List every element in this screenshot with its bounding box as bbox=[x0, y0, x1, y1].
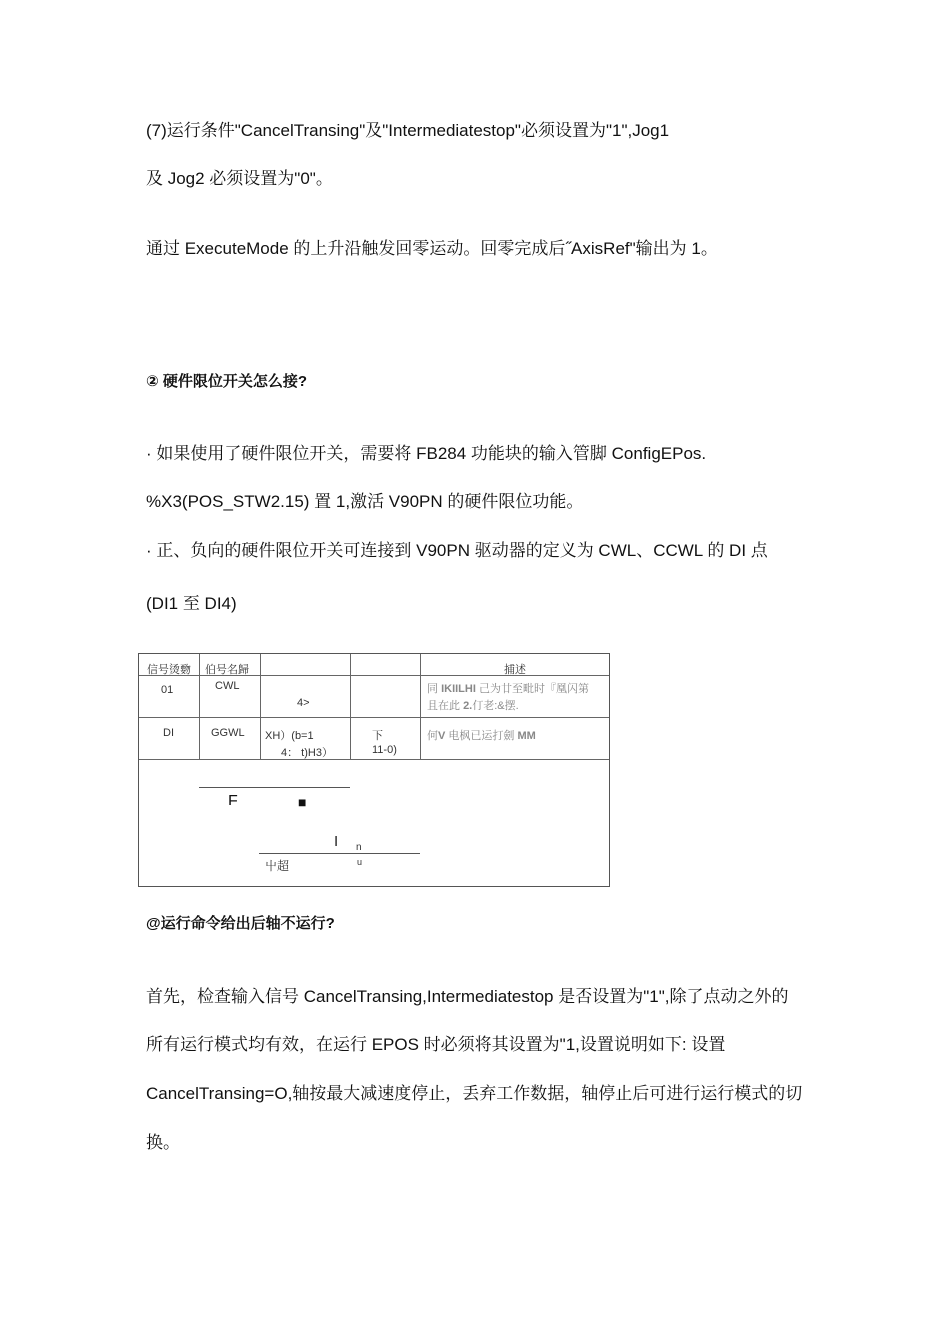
row2-signal-name: GGWL bbox=[211, 727, 245, 739]
row2-col4-line2: 11-0) bbox=[372, 744, 397, 756]
header-description: 捕述 bbox=[504, 664, 526, 676]
heading-axis-not-running: @运行命令给出后轴不运行? bbox=[146, 915, 335, 932]
diagram-line-top bbox=[199, 787, 350, 788]
header-signal-name: 伯号名歸 bbox=[205, 664, 249, 676]
paragraph-homing: 通过 ExecuteMode 的上升沿触发回零运动。回零完成后˝AxisRef"输出为 1。 bbox=[146, 239, 718, 258]
paragraph-epos: 所有运行模式均有效，在运行 EPOS 时必须将其设置为"1,设置说明如下: 设置 bbox=[146, 1035, 726, 1054]
heading-limit-switch: ② 硬件限位开关怎么接? bbox=[146, 373, 308, 390]
paragraph-cancel: CancelTransing=O,轴按最大减速度停止，丢弃工作数据，轴停止后可进行运行模式的切 bbox=[146, 1084, 803, 1103]
row2-setting-line2: 4： t)H3） bbox=[281, 747, 333, 759]
row1-setting: 4> bbox=[297, 697, 310, 709]
diagram-line-bottom bbox=[259, 853, 420, 854]
paragraph-condition: (7)运行条件"CancelTransing"及"Intermediatestop"必须设置为"1",Jog1 bbox=[146, 121, 670, 140]
row1-description-line2: 且在此 2.仃老:&摆. bbox=[427, 700, 519, 712]
bullet-limit-1-cont: %X3(POS_STW2.15) 置 1,激活 V90PN 的硬件限位功能。 bbox=[146, 492, 584, 511]
diagram-glyph-u: u bbox=[357, 857, 363, 867]
header-signal-no: 信号烫覅 bbox=[147, 664, 191, 676]
diagram-glyph-n: n bbox=[356, 842, 362, 853]
diagram-label: 屮超 bbox=[265, 859, 290, 873]
bullet-limit-2-cont: (DI1 至 DI4) bbox=[146, 594, 237, 613]
diagram-glyph-block: ■ bbox=[298, 794, 307, 810]
bullet-limit-1: · 如果使用了硬件限位开关，需要将 FB284 功能块的输入管脚 ConfigEPos. bbox=[146, 444, 707, 463]
row1-signal-name: CWL bbox=[215, 680, 240, 692]
signal-table bbox=[138, 653, 610, 887]
row2-description: 何V 电枫已运打劍 MM bbox=[427, 730, 536, 742]
bullet-limit-2: · 正、负向的硬件限位开关可连接到 V90PN 驱动器的定义为 CWL、CCWL 的 DI 点 bbox=[146, 541, 768, 560]
paragraph-jog: 及 Jog2 必须设置为"0"。 bbox=[146, 169, 333, 188]
row2-signal-no: DI bbox=[163, 727, 174, 739]
row1-signal-no: 01 bbox=[161, 684, 174, 696]
paragraph-switch: 换。 bbox=[146, 1133, 180, 1152]
row1-description-line1: 同 IKIILHI 己为廿至毗时『凰闪第 bbox=[427, 683, 589, 695]
diagram-glyph-i: I bbox=[334, 833, 339, 850]
paragraph-check-signals: 首先，检查输入信号 CancelTransing,Intermediatestop 是否设置为"1",除了点动之外的 bbox=[146, 987, 789, 1006]
row2-setting-line1: XH）(b=1 bbox=[265, 730, 314, 742]
row2-col4-line1: 下 bbox=[372, 730, 383, 742]
diagram-glyph-f: F bbox=[228, 793, 238, 805]
